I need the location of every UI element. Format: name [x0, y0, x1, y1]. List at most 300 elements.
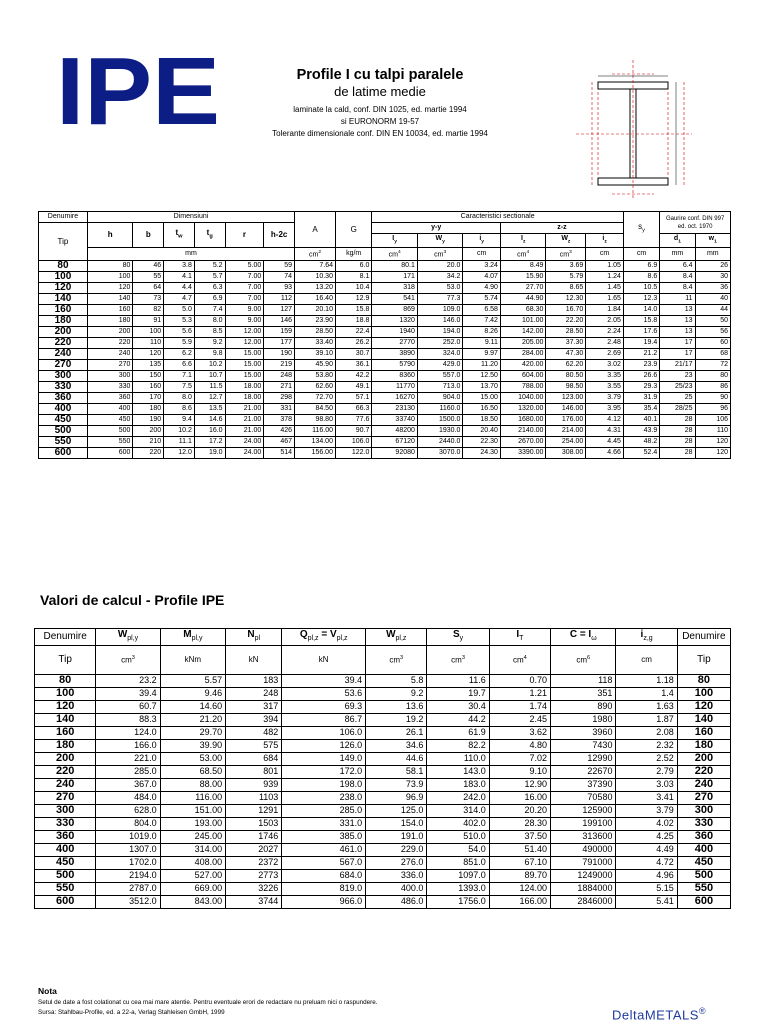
table1-cell: 12.3	[623, 293, 659, 304]
table2-cell: 5.41	[616, 896, 677, 909]
table1-cell: 308.00	[546, 447, 586, 458]
table1-cell: 12.30	[546, 293, 586, 304]
table1-cell: 426	[264, 425, 295, 436]
table2-cell: 2027	[226, 844, 282, 857]
unit-kgm: kg/m	[335, 247, 371, 260]
table1-cell: 19.4	[623, 337, 659, 348]
table1-cell: 550	[39, 436, 88, 447]
table1-cell: 8.26	[463, 326, 501, 337]
table1-cell: 28	[660, 447, 695, 458]
table1-cell: 8.4	[660, 282, 695, 293]
table2-cell: 600	[677, 896, 730, 909]
table2-cell: 106.0	[282, 727, 366, 740]
table2-cell: 461.0	[282, 844, 366, 857]
table1-cell: 10.2	[164, 425, 195, 436]
table1-cell: 21.2	[623, 348, 659, 359]
table2-cell: 1097.0	[427, 870, 489, 883]
table1-cell: 127	[264, 304, 295, 315]
header-line-1: laminate la cald, conf. DIN 1025, ed. martie 1994	[293, 105, 467, 114]
col-denumire: Denumire	[39, 212, 88, 223]
table2-cell: 245.00	[160, 831, 225, 844]
table2-cell: 851.0	[427, 857, 489, 870]
table1-cell: 134.00	[295, 436, 336, 447]
table2-cell: 238.0	[282, 792, 366, 805]
table2-cell: 12990	[551, 753, 616, 766]
table1-cell: 8.6	[623, 271, 659, 282]
table2-cell: 180	[677, 740, 730, 753]
table1-cell: 29.3	[623, 381, 659, 392]
table1-cell: 17	[660, 337, 695, 348]
t2-col-wply: $W_{pl,y}$	[96, 629, 160, 646]
table2-cell: 70580	[551, 792, 616, 805]
table2-cell: 2194.0	[96, 870, 160, 883]
table1-cell: 4.31	[586, 425, 624, 436]
table2-cell: 19.2	[366, 714, 427, 727]
t2-col-sy: $S_y$	[427, 629, 489, 646]
table1-cell: 1.65	[586, 293, 624, 304]
table1-cell: 904.0	[417, 392, 463, 403]
table1-cell: 27.70	[500, 282, 546, 293]
table1-cell: 26.2	[335, 337, 371, 348]
table1-cell: 20.0	[417, 260, 463, 271]
table2-cell: 2787.0	[96, 883, 160, 896]
col-gaurire: Gaurire conf. DIN 997 ed. oct. 1970	[660, 212, 731, 234]
table1-cell: 160	[133, 381, 164, 392]
table2-cell: 527.00	[160, 870, 225, 883]
table2-cell: 151.00	[160, 805, 225, 818]
table2-cell: 44.2	[427, 714, 489, 727]
table1-cell: 80	[39, 260, 88, 271]
table2-cell: 39.90	[160, 740, 225, 753]
table1-cell: 40	[695, 293, 730, 304]
table2-cell: 367.0	[96, 779, 160, 792]
table2-cell: 270	[677, 792, 730, 805]
table1-cell: 14.6	[194, 414, 225, 425]
table1-cell: 80.50	[546, 370, 586, 381]
table1-cell: 46	[133, 260, 164, 271]
unit-cm4-y: $cm^4$	[372, 247, 418, 260]
table2-cell: 160	[677, 727, 730, 740]
table1-cell: 1930.0	[417, 425, 463, 436]
page-subtitle: de latime medie	[334, 84, 426, 99]
table-row	[35, 779, 731, 792]
table1-cell: 12.7	[194, 392, 225, 403]
table1-cell: 2.24	[586, 326, 624, 337]
table1-cell: 67120	[372, 436, 418, 447]
table2-cell: 191.0	[366, 831, 427, 844]
col-b: b	[133, 223, 164, 248]
table-row	[39, 425, 731, 436]
table2-cell: 270	[35, 792, 96, 805]
table2-cell: 450	[677, 857, 730, 870]
table1-cell: 220	[133, 447, 164, 458]
unit-cm-y: cm	[463, 247, 501, 260]
table2-cell: 100	[35, 688, 96, 701]
table1-cell: 120	[39, 282, 88, 293]
table2-cell: 22670	[551, 766, 616, 779]
table1-cell: 52.4	[623, 447, 659, 458]
table2-cell: 3.62	[489, 727, 550, 740]
table2-cell: 149.0	[282, 753, 366, 766]
table1-cell: 7.00	[225, 282, 264, 293]
table1-cell: 100	[39, 271, 88, 282]
table2-cell: 1.63	[616, 701, 677, 714]
table-row	[35, 753, 731, 766]
table2-cell: 482	[226, 727, 282, 740]
table1-cell: 3.55	[586, 381, 624, 392]
table2-cell: 16.00	[489, 792, 550, 805]
table2-cell: 385.0	[282, 831, 366, 844]
table1-cell: 2.05	[586, 315, 624, 326]
table1-cell: 1500.0	[417, 414, 463, 425]
table2-cell: 575	[226, 740, 282, 753]
table2-cell: 3512.0	[96, 896, 160, 909]
table2-cell: 82.2	[427, 740, 489, 753]
table1-cell: 500	[39, 425, 88, 436]
table1-cell: 120	[133, 348, 164, 359]
table1-cell: 116.00	[295, 425, 336, 436]
table2-cell: 510.0	[427, 831, 489, 844]
table2-cell: 2372	[226, 857, 282, 870]
table2-cell: 331.0	[282, 818, 366, 831]
table1-cell: 8.4	[660, 271, 695, 282]
i-beam-section-diagram	[572, 52, 702, 202]
table1-cell: 8.49	[500, 260, 546, 271]
page-title: Profile I cu talpi paralele	[296, 67, 464, 83]
table2-cell: 9.10	[489, 766, 550, 779]
table1-cell: 53.80	[295, 370, 336, 381]
table-row	[39, 293, 731, 304]
table1-cell: 2440.0	[417, 436, 463, 447]
table2-cell: 13.6	[366, 701, 427, 714]
table1-cell: 49.1	[335, 381, 371, 392]
unit-cm4-z: $cm^4$	[500, 247, 546, 260]
col-yy: y-y	[372, 223, 501, 234]
table2-cell: 684	[226, 753, 282, 766]
table1-cell: 190	[133, 414, 164, 425]
table1-cell: 11.20	[463, 359, 501, 370]
table1-cell: 37.30	[546, 337, 586, 348]
table1-cell: 400	[39, 403, 88, 414]
table2-cell: 1.4	[616, 688, 677, 701]
table1-cell: 16270	[372, 392, 418, 403]
table1-cell: 28.50	[546, 326, 586, 337]
table2-cell: 14.60	[160, 701, 225, 714]
table1-cell: 80	[87, 260, 133, 271]
table1-cell: 146.0	[417, 315, 463, 326]
table1-cell: 82	[133, 304, 164, 315]
unit-mm-w1: mm	[695, 247, 730, 260]
table1-cell: 7.4	[194, 304, 225, 315]
table1-cell: 541	[372, 293, 418, 304]
table2-cell: 126.0	[282, 740, 366, 753]
table1-cell: 8.1	[335, 271, 371, 282]
unit-cm2: $cm^2$	[295, 247, 336, 260]
table1-cell: 467	[264, 436, 295, 447]
table1-cell: 4.1	[164, 271, 195, 282]
table2-cell: 669.00	[160, 883, 225, 896]
table2-cell: 3.79	[616, 805, 677, 818]
table1-cell: 5.74	[463, 293, 501, 304]
table2-cell: 193.00	[160, 818, 225, 831]
table2-cell: 51.40	[489, 844, 550, 857]
table1-cell: 15.8	[335, 304, 371, 315]
table1-cell: 514	[264, 447, 295, 458]
col-Iz: $I_z$	[500, 234, 546, 248]
table1-cell: 21.00	[225, 425, 264, 436]
table2-cell: 39.4	[282, 675, 366, 688]
table1-cell: 180	[87, 315, 133, 326]
col-Wz: $W_z$	[546, 234, 586, 248]
table2-cell: 1393.0	[427, 883, 489, 896]
table1-cell: 140	[87, 293, 133, 304]
table1-cell: 47.30	[546, 348, 586, 359]
table2-cell: 486.0	[366, 896, 427, 909]
table2-cell: 2.52	[616, 753, 677, 766]
table2-cell: 23.2	[96, 675, 160, 688]
table2-cell: 490000	[551, 844, 616, 857]
table1-cell: 557.0	[417, 370, 463, 381]
table1-cell: 5.79	[546, 271, 586, 282]
table2-cell: 89.70	[489, 870, 550, 883]
table1-cell: 6.3	[194, 282, 225, 293]
table-row	[35, 857, 731, 870]
table2-cell: 198.0	[282, 779, 366, 792]
table1-cell: 10.4	[335, 282, 371, 293]
table1-cell: 22.20	[546, 315, 586, 326]
unit-cm-sy: cm	[623, 247, 659, 260]
table2-cell: 118	[551, 675, 616, 688]
table1-cell: 1.05	[586, 260, 624, 271]
table-row	[39, 337, 731, 348]
table1-cell: 713.0	[417, 381, 463, 392]
table-row	[35, 675, 731, 688]
table1-cell: 16.50	[463, 403, 501, 414]
table1-cell: 98.50	[546, 381, 586, 392]
table2-cell: 3744	[226, 896, 282, 909]
col-tip: Tip	[39, 223, 88, 261]
table1-cell: 12.9	[335, 293, 371, 304]
table2-cell: 3.03	[616, 779, 677, 792]
logo-text: IPE	[56, 52, 220, 130]
col-dimensiuni: Dimensiuni	[87, 212, 294, 223]
col-Wy: $W_y$	[417, 234, 463, 248]
table-row	[35, 844, 731, 857]
table1-cell: 100	[87, 271, 133, 282]
table2-cell: 966.0	[282, 896, 366, 909]
table1-cell: 300	[39, 370, 88, 381]
table1-cell: 600	[87, 447, 133, 458]
table1-cell: 62.60	[295, 381, 336, 392]
t2-unit-kn-2: kN	[282, 646, 366, 675]
unit-cm3-z: $cm^3$	[546, 247, 586, 260]
table2-cell: 220	[35, 766, 96, 779]
table1-cell: 5.3	[164, 315, 195, 326]
col-h2c: h-2c	[264, 223, 295, 248]
unit-mm-d1: mm	[660, 247, 695, 260]
table2-cell: 4.49	[616, 844, 677, 857]
t2-unit-kn-1: kN	[226, 646, 282, 675]
table2-cell: 1980	[551, 714, 616, 727]
table1-cell: 298	[264, 392, 295, 403]
table1-cell: 9.8	[194, 348, 225, 359]
col-tw: $t_w$	[164, 223, 195, 248]
table2-cell: 9.2	[366, 688, 427, 701]
table2-cell: 37390	[551, 779, 616, 792]
table2-cell: 86.7	[282, 714, 366, 727]
table2-cell: 120	[35, 701, 96, 714]
table2-cell: 166.0	[96, 740, 160, 753]
table1-cell: 22.4	[335, 326, 371, 337]
table1-cell: 92080	[372, 447, 418, 458]
table1-cell: 500	[87, 425, 133, 436]
table2-cell: 890	[551, 701, 616, 714]
table2-cell: 1249000	[551, 870, 616, 883]
col-Iy: $I_y$	[372, 234, 418, 248]
table1-cell: 9.11	[463, 337, 501, 348]
table1-cell: 7.5	[164, 381, 195, 392]
table1-cell: 11770	[372, 381, 418, 392]
table1-cell: 6.6	[164, 359, 195, 370]
table1-cell: 550	[87, 436, 133, 447]
table2-cell: 330	[35, 818, 96, 831]
table1-cell: 4.12	[586, 414, 624, 425]
table2-cell: 200	[677, 753, 730, 766]
table2-cell: 567.0	[282, 857, 366, 870]
table2-cell: 242.0	[427, 792, 489, 805]
table2-cell: 116.00	[160, 792, 225, 805]
table2-cell: 124.00	[489, 883, 550, 896]
table2-cell: 2.08	[616, 727, 677, 740]
table2-cell: 400.0	[366, 883, 427, 896]
table2-cell: 1702.0	[96, 857, 160, 870]
table2-cell: 3226	[226, 883, 282, 896]
table2-cell: 11.6	[427, 675, 489, 688]
design-values-table	[34, 628, 731, 909]
table1-cell: 12.00	[225, 326, 264, 337]
table1-cell: 3.02	[586, 359, 624, 370]
table1-cell: 220	[87, 337, 133, 348]
table1-cell: 6.9	[623, 260, 659, 271]
table2-cell: 3.41	[616, 792, 677, 805]
table2-cell: 394	[226, 714, 282, 727]
table2-cell: 4.25	[616, 831, 677, 844]
table2-cell: 1.18	[616, 675, 677, 688]
t2-col-npl: $N_{pl}$	[226, 629, 282, 646]
table1-cell: 8.0	[194, 315, 225, 326]
col-G: G	[335, 212, 371, 248]
table1-cell: 142.00	[500, 326, 546, 337]
table1-cell: 33.40	[295, 337, 336, 348]
table1-cell: 9.00	[225, 304, 264, 315]
table1-cell: 90	[695, 392, 730, 403]
table1-cell: 64	[133, 282, 164, 293]
t2-col-it: $I_T$	[489, 629, 550, 646]
table1-cell: 28	[660, 436, 695, 447]
table1-cell: 72.70	[295, 392, 336, 403]
table1-cell: 34.2	[417, 271, 463, 282]
table2-cell: 221.0	[96, 753, 160, 766]
table1-cell: 200	[87, 326, 133, 337]
table1-cell: 450	[87, 414, 133, 425]
table1-cell: 6.9	[194, 293, 225, 304]
unit-cm3-y: $cm^3$	[417, 247, 463, 260]
table2-cell: 154.0	[366, 818, 427, 831]
col-sy: $s_y$	[623, 212, 659, 248]
col-d1: $d_1$	[660, 234, 695, 248]
table1-cell: 176.00	[546, 414, 586, 425]
table2-cell: 160	[35, 727, 96, 740]
table1-cell: 8.6	[164, 403, 195, 414]
table1-cell: 28.50	[295, 326, 336, 337]
table1-cell: 5.6	[164, 326, 195, 337]
table2-cell: 183.0	[427, 779, 489, 792]
table1-cell: 254.00	[546, 436, 586, 447]
table2-cell: 3960	[551, 727, 616, 740]
t2-col-wplz: $W_{pl,z}$	[366, 629, 427, 646]
table2-cell: 240	[35, 779, 96, 792]
table1-cell: 24.00	[225, 436, 264, 447]
table2-cell: 20.20	[489, 805, 550, 818]
table2-cell: 73.9	[366, 779, 427, 792]
table1-cell: 15.90	[500, 271, 546, 282]
table2-cell: 330	[677, 818, 730, 831]
table2-cell: 68.50	[160, 766, 225, 779]
table2-cell: 220	[677, 766, 730, 779]
table2-cell: 53.00	[160, 753, 225, 766]
table1-cell: 18.00	[225, 381, 264, 392]
table1-cell: 2.69	[586, 348, 624, 359]
table1-header-row-1	[39, 212, 731, 223]
table1-cell: 57.1	[335, 392, 371, 403]
table1-cell: 360	[87, 392, 133, 403]
table1-cell: 270	[39, 359, 88, 370]
table1-cell: 1940	[372, 326, 418, 337]
t2-col-tip-right: Tip	[677, 646, 730, 675]
table1-cell: 30	[695, 271, 730, 282]
header-line-3: Tolerante dimensionale conf. DIN EN 10034, ed. martie 1994	[272, 129, 488, 138]
table2-cell: 550	[677, 883, 730, 896]
table1-cell: 18.8	[335, 315, 371, 326]
col-caracteristici: Caracteristici sectionale	[372, 212, 623, 223]
table2-cell: 313600	[551, 831, 616, 844]
table1-cell: 17	[660, 348, 695, 359]
ipe-logo	[56, 52, 220, 130]
table1-cell: 180	[133, 403, 164, 414]
t2-col-tip: Tip	[35, 646, 96, 675]
table1-cell: 28/25	[660, 403, 695, 414]
table2-cell: 26.1	[366, 727, 427, 740]
table2-cell: 317	[226, 701, 282, 714]
table2-cell: 200	[35, 753, 96, 766]
table-row	[39, 359, 731, 370]
table2-cell: 351	[551, 688, 616, 701]
table1-cell: 330	[39, 381, 88, 392]
table2-cell: 500	[677, 870, 730, 883]
table-row	[39, 348, 731, 359]
table1-cell: 44.90	[500, 293, 546, 304]
table1-cell: 62.20	[546, 359, 586, 370]
table-row	[35, 831, 731, 844]
table1-cell: 74	[264, 271, 295, 282]
table2-cell: 229.0	[366, 844, 427, 857]
table1-cell: 159	[264, 326, 295, 337]
table2-header-row-1	[35, 629, 731, 646]
table-row	[35, 818, 731, 831]
table1-cell: 48200	[372, 425, 418, 436]
table1-cell: 48.2	[623, 436, 659, 447]
table2-cell: 819.0	[282, 883, 366, 896]
